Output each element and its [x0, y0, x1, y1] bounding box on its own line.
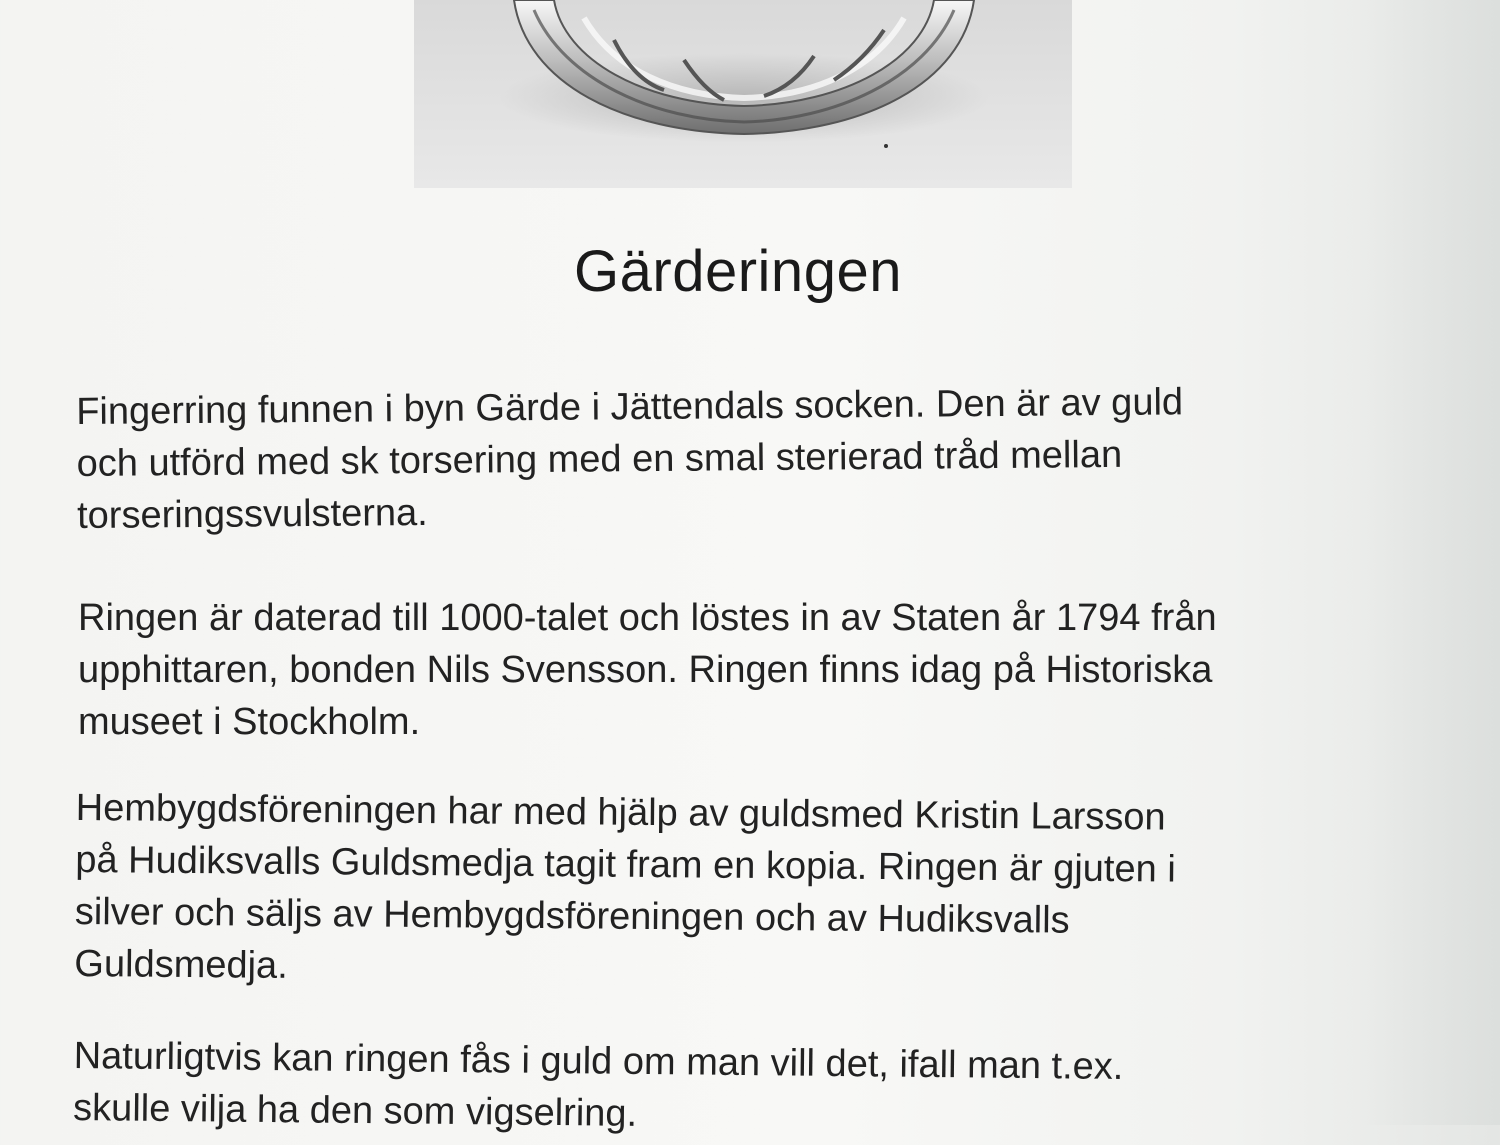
text-line: Ringen är daterad till 1000-talet och löstes in av Staten år 1794 från — [78, 597, 1217, 639]
text-line: Hembygdsföreningen har med hjälp av guldsmed Kristin Larsson — [75, 786, 1166, 839]
text-line: Fingerring funnen i byn Gärde i Jättendals socken. Den är av guld — [76, 381, 1184, 433]
paragraph-find-description — [76, 376, 1184, 542]
ring-photo — [414, 0, 1072, 188]
paragraph-copy — [74, 782, 1176, 1000]
text-line: skulle vilja ha den som vigselring. — [72, 1086, 638, 1135]
text-line: museet i Stockholm. — [78, 701, 421, 743]
twisted-ring-icon — [414, 0, 1072, 188]
text-line: Naturligtvis kan ringen fås i guld om man vill det, ifall man t.ex. — [73, 1034, 1124, 1088]
paragraph-dating — [78, 592, 1217, 748]
text-line: på Hudiksvalls Guldsmedja tagit fram en kopia. Ringen är gjuten i — [75, 838, 1176, 891]
text-line: Guldsmedja. — [74, 942, 288, 987]
text-line: silver och säljs av Hembygdsföreningen och av Hudiksvalls — [74, 890, 1070, 942]
paragraph-gold-option — [73, 1030, 1124, 1145]
paper-edge-shadow — [1360, 0, 1500, 1125]
text-line: och utförd med sk torsering med en smal sterierad tråd mellan — [76, 433, 1123, 485]
page-title: Gärderingen — [574, 239, 902, 304]
text-line: upphittaren, bonden Nils Svensson. Ringen finns idag på Historiska — [78, 649, 1213, 691]
text-line: torseringssvulsterna. — [76, 491, 428, 537]
